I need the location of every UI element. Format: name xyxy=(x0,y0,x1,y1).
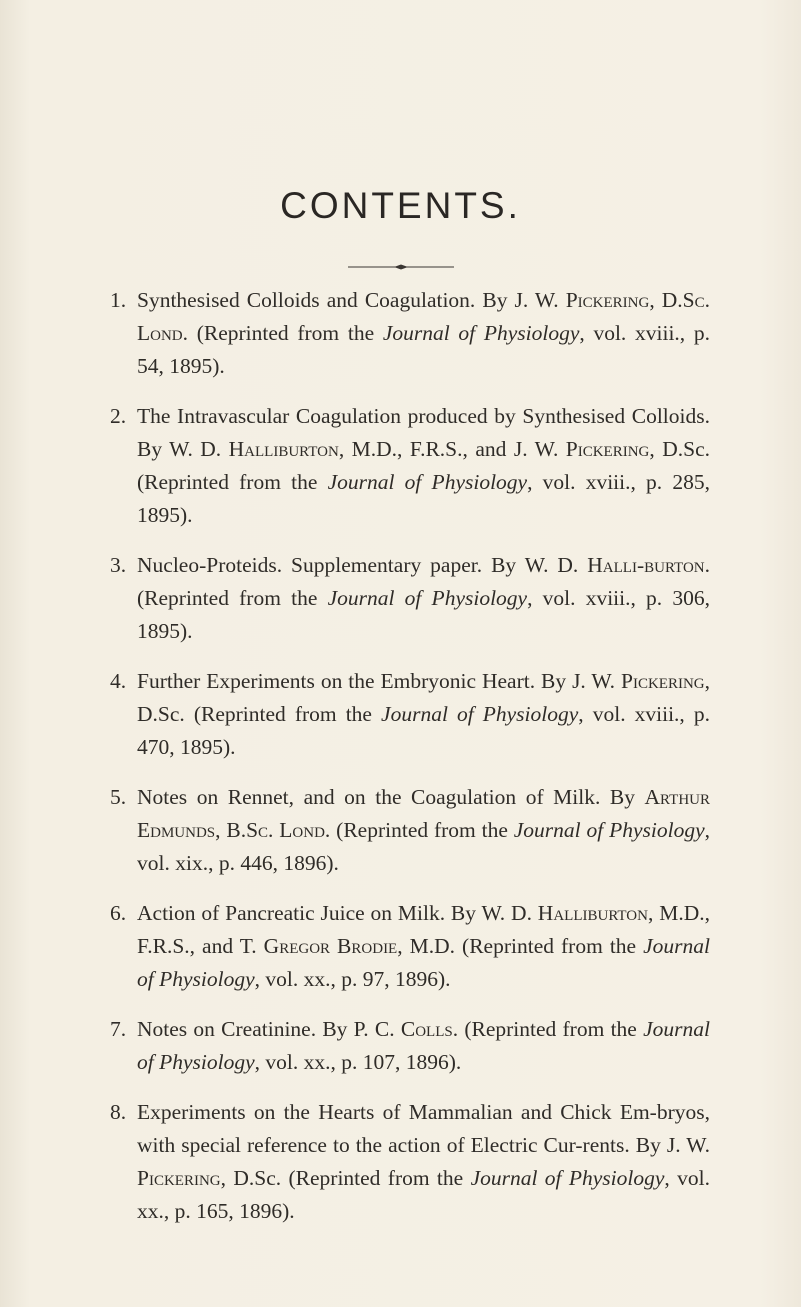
contents-entry-5: 5. Notes on Rennet, and on the Coagulation of Milk. By Arthur Edmunds, B.Sc. Lond. (Reprinted from the Journal of Physiology, vol. xix., p. 446, 1896). xyxy=(110,781,710,880)
contents-entry-6: 6. Action of Pancreatic Juice on Milk. By W. D. Halliburton, M.D., F.R.S., and T. Gregor Brodie, M.D. (Reprinted from the Journal of Physiology, vol. xx., p. 97, 1896). xyxy=(110,897,710,996)
entry-number: 5. xyxy=(110,785,127,809)
journal-title: Journal of Physiology xyxy=(327,586,528,610)
author-name: Halliburton xyxy=(228,437,339,461)
author-name: Arthur Edmunds, B.Sc. Lond. xyxy=(137,785,710,842)
ornamental-rule xyxy=(346,261,456,273)
contents-entry-2: 2. The Intravascular Coagulation produced by Synthesised Colloids. By W. D. Halliburton, M.D., F.R.S., and J. W. Pickering, D.Sc. (Reprinted from the Journal of Physiology, vol. xviii., p. 285, 1895). xyxy=(110,400,710,532)
author-name: Pickering xyxy=(137,1166,221,1190)
journal-title: Journal of Physiology xyxy=(381,702,579,726)
journal-title: Journal of Physiology xyxy=(470,1166,665,1190)
entry-number: 6. xyxy=(110,901,127,925)
author-name: Halliburton xyxy=(537,901,648,925)
contents-entry-4: 4. Further Experiments on the Embryonic Heart. By J. W. Pickering, D.Sc. (Reprinted from the Journal of Physiology, vol. xviii., p. 470, 1895). xyxy=(110,665,710,764)
author-name: Halli-burton xyxy=(587,553,705,577)
entry-number: 8. xyxy=(110,1100,127,1124)
entry-number: 4. xyxy=(110,669,127,693)
entry-number: 7. xyxy=(110,1017,127,1041)
page-title: CONTENTS. xyxy=(280,185,521,226)
contents-entry-1: 1. Synthesised Colloids and Coagulation. By J. W. Pickering, D.Sc. Lond. (Reprinted from the Journal of Physiology, vol. xviii., p. 54, 1895). xyxy=(110,284,710,383)
author-name: Pickering xyxy=(621,669,705,693)
entry-number: 3. xyxy=(110,553,127,577)
journal-title: Journal of Physiology xyxy=(137,934,710,991)
author-name: Gregor Brodie xyxy=(263,934,398,958)
contents-list xyxy=(110,284,710,1245)
journal-title: Journal of Physiology xyxy=(137,1017,710,1074)
author-name: Pickering xyxy=(565,437,650,461)
contents-entry-8: 8. Experiments on the Hearts of Mammalian and Chick Em-bryos, with special reference to the action of Electric Cur-rents. By J. W. Pickering, D.Sc. (Reprinted from the Journal of Physiology, vol. xx., p. 165, 1896). xyxy=(110,1096,710,1228)
contents-entry-3: 3. Nucleo-Proteids. Supplementary paper. By W. D. Halli-burton. (Reprinted from the Journal of Physiology, vol. xviii., p. 306, 1895). xyxy=(110,549,710,648)
journal-title: Journal of Physiology xyxy=(327,470,528,494)
entry-number: 2. xyxy=(110,404,127,428)
author-name: Colls xyxy=(400,1017,453,1041)
author-name: Pickering, D.Sc. Lond. xyxy=(137,288,710,345)
contents-entry-7: 7. Notes on Creatinine. By P. C. Colls. (Reprinted from the Journal of Physiology, vol. xx., p. 107, 1896). xyxy=(110,1013,710,1079)
entry-number: 1. xyxy=(110,288,127,312)
journal-title: Journal of Physiology xyxy=(382,321,580,345)
journal-title: Journal of Physiology xyxy=(513,818,705,842)
